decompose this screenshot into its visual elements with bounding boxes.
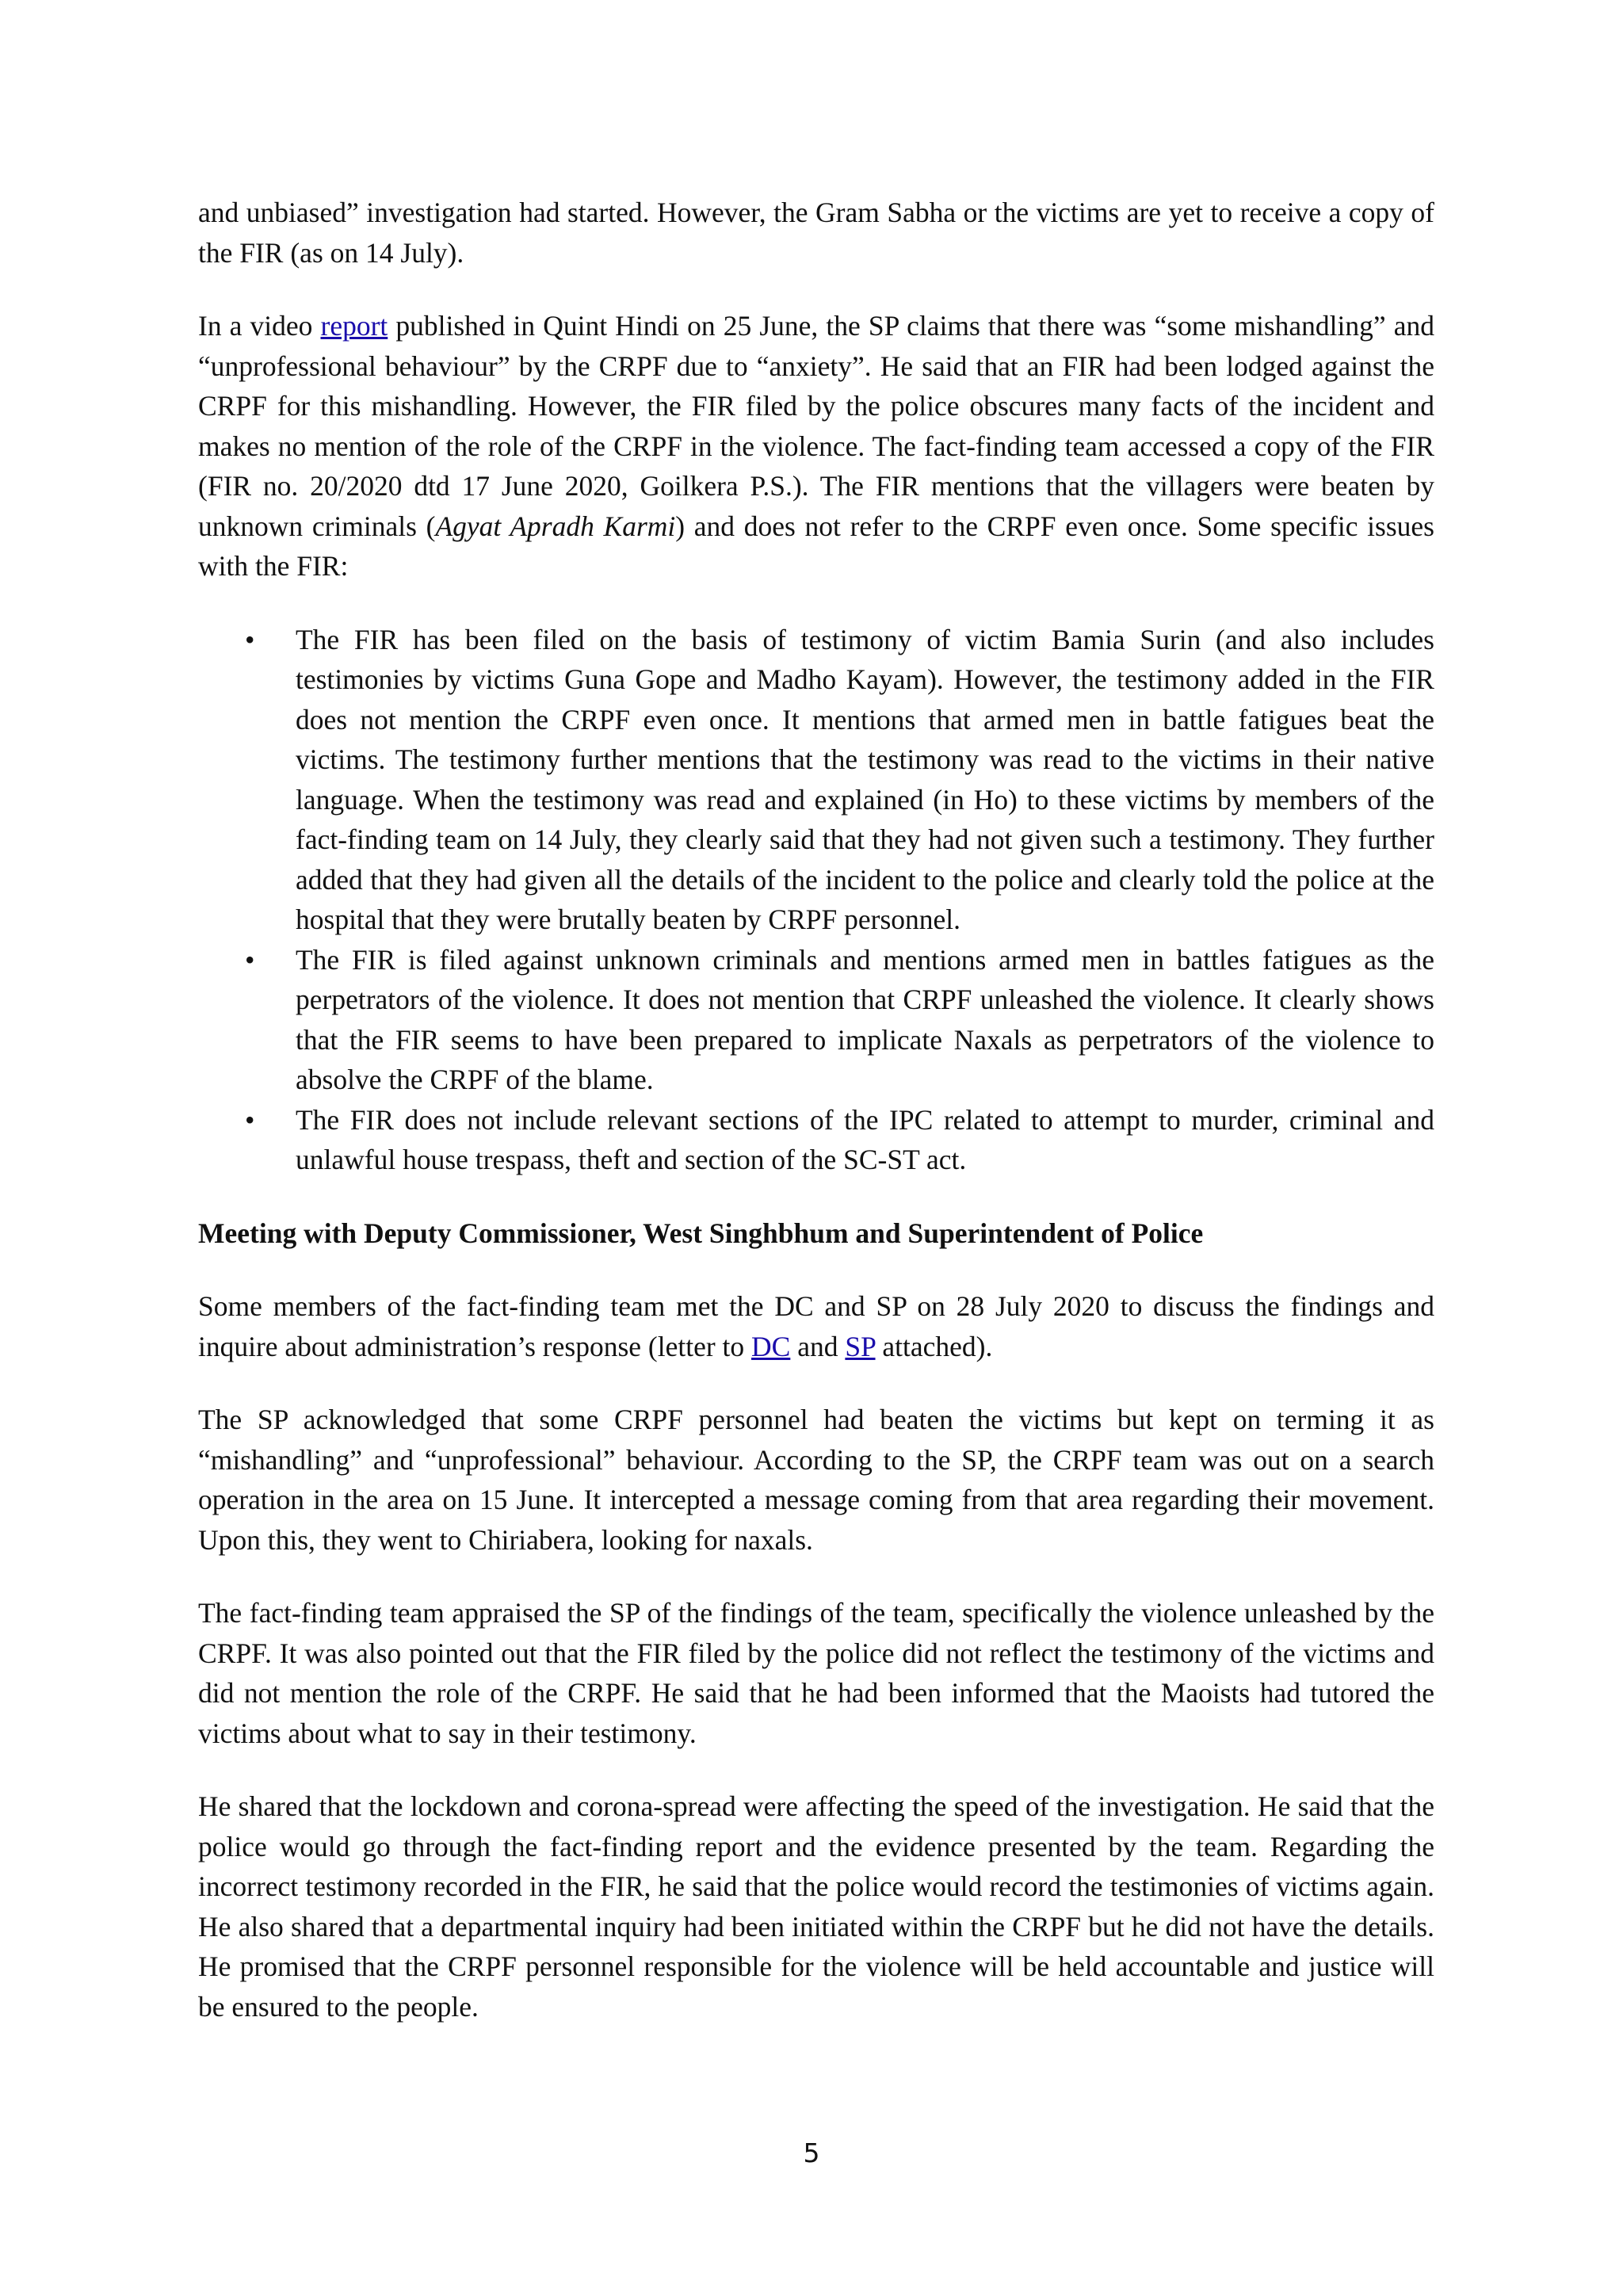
paragraph-sp-acknowledged [198,1400,1434,1560]
list-item [198,620,1434,940]
fir-issues-list [198,620,1434,1180]
list-item-text: The FIR has been filed on the basis of testimony of victim Bamia Surin (and also includes testimonies by victims Guna Gope and Madho Kayam). However, the testimony added in the FIR does not mention the CRPF even once. It mentions that armed men in battle fatigues beat the victims. The testimony further mentions that the testimony was read to the victims in their native language. When the testimony was read and explained (in Ho) to these victims by members of the fact-finding team on 14 July, they clearly said that they had not given such a testimony. They further added that they had given all the details of the incident to the police and clearly told the police at the hospital that they were brutally beaten by CRPF personnel. [296,623,1434,935]
sp-letter-link[interactable]: SP [845,1330,876,1362]
paragraph-text: The fact-finding team appraised the SP of the findings of the team, specifically the violence unleashed by the CRPF. It was also pointed out that the FIR filed by the police did not reflect the testimony of the victims and did not mention the role of the CRPF. He said that he had been informed that the Maoists had tutored the victims about what to say in their testimony. [198,1597,1434,1749]
paragraph-text: ) and does not refer to the CRPF even once. Some specific issues with the FIR: [198,510,1434,582]
report-link[interactable]: report [320,310,388,342]
page-body [198,193,1434,2060]
page-number: 5 [803,2137,820,2168]
paragraph-text: The SP acknowledged that some CRPF personnel had beaten the victims but kept on terming it as “mishandling” and “unprofessional” behaviour. According to the SP, the CRPF team was out on a search operation in the area on 15 June. It intercepted a message coming from that area regarding their movement. Upon this, they went to Chiriabera, looking for naxals. [198,1404,1434,1556]
paragraph-text: In a video [198,310,321,342]
bullet-icon: • [245,623,255,655]
dc-letter-link[interactable]: DC [751,1330,791,1362]
paragraph-team-appraised [198,1593,1434,1753]
section-heading: Meeting with Deputy Commissioner, West Singhbhum and Superintendent of Police [198,1217,1204,1249]
paragraph-text: and unbiased” investigation had started. However, the Gram Sabha or the victims are yet to receive a copy of the FIR (as on 14 July). [198,197,1434,269]
paragraph-investigation [198,193,1434,273]
paragraph-quint-report [198,306,1434,586]
paragraph-meeting [198,1286,1434,1366]
paragraph-text: He shared that the lockdown and corona-spread were affecting the speed of the investigation. He said that the police would go through the fact-finding report and the evidence presented by the team. Regarding the incorrect testimony recorded in the FIR, he said that the police would record the testimonies of victims again. He also shared that a departmental inquiry had been initiated within the CRPF but he did not have the details. He promised that the CRPF personnel responsible for the violence will be held accountable and justice will be ensured to the people. [198,1790,1434,2023]
paragraph-text: and [790,1330,846,1362]
list-item-text: The FIR is filed against unknown criminals and mentions armed men in battles fatigues as the perpetrators of the violence. It does not mention that CRPF unleashed the violence. It clearly shows that the FIR seems to have been prepared to implicate Naxals as perpetrators of the violence to absolve the CRPF of the blame. [296,943,1434,1095]
paragraph-text: Some members of the fact-finding team met the DC and SP on 28 July 2020 to discuss the findings and inquire about administration’s response (letter to [198,1290,1434,1362]
italic-term: Agyat Apradh Karmi [435,510,676,542]
bullet-icon: • [245,1103,255,1136]
paragraph-text: published in Quint Hindi on 25 June, the SP claims that there was “some mishandling” and “unprofessional behaviour” by the CRPF due to “anxiety”. He said that an FIR had been lodged against the CRPF for this mishandling. However, the FIR filed by the police obscures many facts of the incident and makes no mention of the role of the CRPF in the violence. The fact-finding team accessed a copy of the FIR (FIR no. 20/2020 dtd 17 June 2020, Goilkera P.S.). The FIR mentions that the villagers were beaten by unknown criminals ( [198,310,1434,542]
list-item [198,1100,1434,1180]
paragraph-lockdown [198,1786,1434,2027]
paragraph-text: attached). [875,1330,993,1362]
list-item-text: The FIR does not include relevant sections of the IPC related to attempt to murder, criminal and unlawful house trespass, theft and section of the SC-ST act. [296,1103,1434,1175]
list-item [198,940,1434,1100]
bullet-icon: • [245,943,255,976]
